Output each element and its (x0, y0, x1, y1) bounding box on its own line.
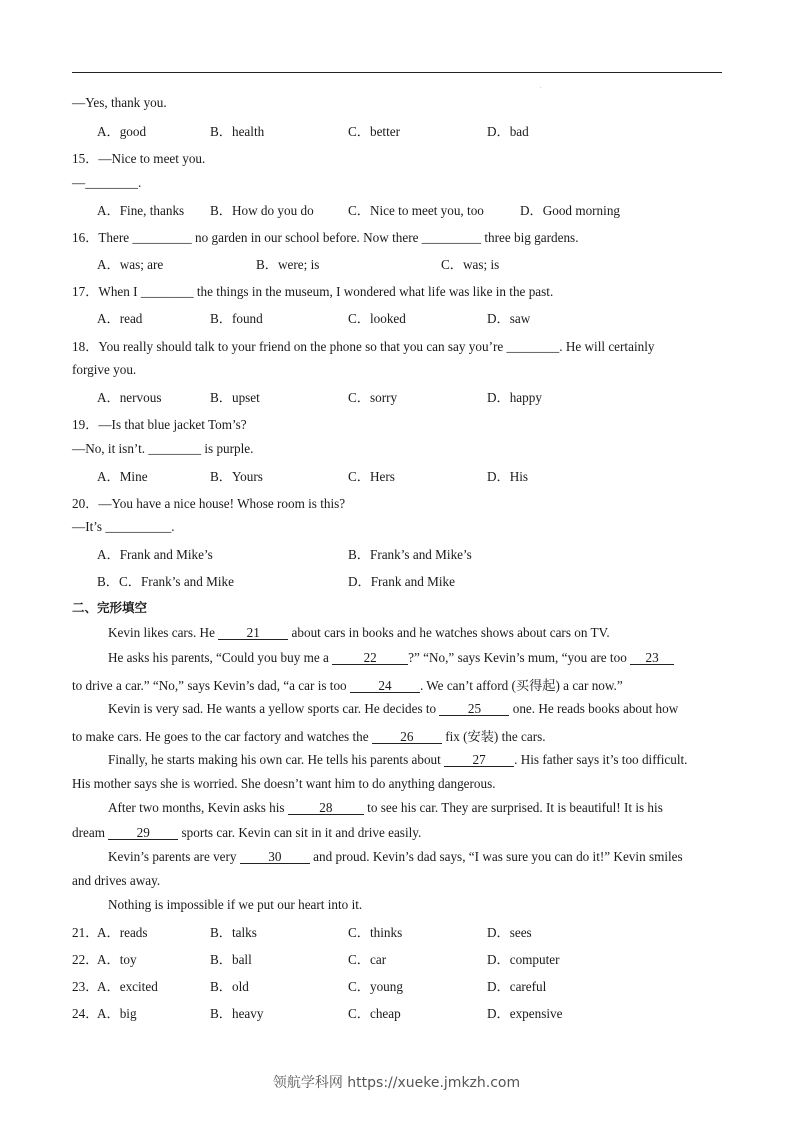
option-c: C．thinks (348, 925, 403, 940)
passage-line (108, 849, 683, 865)
option-c: C．cheap (348, 1006, 401, 1021)
option-c: B．C．Frank’s and Mike (97, 574, 234, 589)
option-d: D．saw (487, 311, 531, 326)
blank-24[interactable]: 24 (350, 679, 420, 693)
option-b: B．How do you do (210, 203, 314, 218)
passage-text: . His father says it’s too difficult. (514, 752, 688, 767)
blank-25[interactable]: 25 (439, 702, 509, 716)
option-b: B．upset (210, 390, 260, 405)
passage-text: one. He reads books about how (509, 701, 679, 716)
passage-line: Nothing is impossible if we put our heart into it. (108, 897, 363, 912)
blank-21[interactable]: 21 (218, 626, 288, 640)
option-a: A．excited (97, 979, 158, 994)
blank-28[interactable]: 28 (288, 801, 364, 815)
passage-text: He asks his parents, “Could you buy me a (108, 650, 333, 665)
option-c: C．Hers (348, 469, 395, 484)
passage-text: to make cars. He goes to the car factory and watches the (72, 729, 372, 744)
option-d: D．His (487, 469, 529, 484)
passage-line (108, 752, 687, 768)
option-a: A．nervous (97, 390, 162, 405)
option-b: B．talks (210, 925, 257, 940)
option-b: B．Yours (210, 469, 263, 484)
question-20-reply: —It’s __________. (72, 519, 175, 534)
passage-text: ?” “No,” says Kevin’s mum, “you are too (408, 650, 631, 665)
blank-23[interactable]: 23 (630, 651, 674, 665)
option-c: C．better (348, 124, 401, 139)
passage-line (108, 625, 610, 641)
option-d: D．careful (487, 979, 547, 994)
option-c: C．looked (348, 311, 406, 326)
passage-line (72, 675, 623, 694)
option-b: B．health (210, 124, 265, 139)
option-a: A．toy (97, 952, 137, 967)
option-c: C．young (348, 979, 403, 994)
passage-text: dream (72, 825, 109, 840)
passage-line (72, 726, 546, 745)
option-d: D．sees (487, 925, 532, 940)
cloze-number: 24． (72, 1006, 99, 1021)
passage-line (108, 650, 674, 666)
option-a: A．was; are (97, 257, 164, 272)
blank-30[interactable]: 30 (240, 850, 310, 864)
passage-text: Kevin’s parents are very (108, 849, 240, 864)
question-16: 16．There _________ no garden in our school before. Now there _________ three big gardens. (72, 230, 579, 245)
blank-22[interactable]: 22 (332, 651, 408, 665)
footer-watermark: 领航学科网 https://xueke.jmkzh.com (272, 1075, 521, 1091)
question-15-reply: —________. (72, 175, 142, 190)
passage-line: His mother says she is worried. She doesn’t want him to do anything dangerous. (72, 776, 496, 791)
blank-29[interactable]: 29 (108, 826, 178, 840)
passage-text: Kevin is very sad. He wants a yellow sports car. He decides to (108, 701, 440, 716)
passage-text: to drive a car.” “No,” says Kevin’s dad, “a car is too (72, 678, 350, 693)
option-d: D．Frank and Mike (348, 574, 455, 589)
option-d: D．happy (487, 390, 542, 405)
option-a: A．reads (97, 925, 148, 940)
passage-text: and proud. Kevin’s dad says, “I was sure you can do it!” Kevin smiles (309, 849, 683, 864)
option-d: D．Good morning (520, 203, 621, 218)
passage-text: Finally, he starts making his own car. He tells his parents about (108, 752, 445, 767)
option-b: B．found (210, 311, 263, 326)
option-b: B．ball (210, 952, 252, 967)
header-rule (72, 72, 722, 73)
passage-text: about cars in books and he watches shows about cars on TV. (288, 625, 610, 640)
option-a: A．big (97, 1006, 137, 1021)
passage-text: After two months, Kevin asks his (108, 800, 288, 815)
question-18: 18．You really should talk to your friend on the phone so that you can say you’re ________. He will certainly (72, 339, 655, 354)
option-a: A．Mine (97, 469, 148, 484)
passage-text: to see his car. They are surprised. It is beautiful! It is his (363, 800, 663, 815)
passage-line (72, 825, 421, 841)
option-d: D．expensive (487, 1006, 563, 1021)
blank-26[interactable]: 26 (372, 730, 442, 744)
option-a: A．Frank and Mike’s (97, 547, 213, 562)
passage-text: . We can’t afford (买得起) a car now.” (419, 678, 623, 693)
header-dot: . (540, 84, 542, 90)
option-d: D．computer (487, 952, 560, 967)
option-a: A．Fine, thanks (97, 203, 185, 218)
option-b: B．old (210, 979, 249, 994)
option-a: A．good (97, 124, 147, 139)
passage-text: fix (安装) the cars. (441, 729, 546, 744)
cloze-number: 23． (72, 979, 99, 994)
passage-text: Kevin likes cars. He (108, 625, 219, 640)
option-a: A．read (97, 311, 143, 326)
option-c: C．sorry (348, 390, 398, 405)
option-c: C．was; is (441, 257, 500, 272)
answer-line: —Yes, thank you. (72, 95, 167, 110)
question-17: 17．When I ________ the things in the museum, I wondered what life was like in the past. (72, 284, 554, 299)
passage-line (108, 701, 678, 717)
question-18-cont: forgive you. (72, 362, 137, 377)
question-19: 19．—Is that blue jacket Tom’s? (72, 417, 247, 432)
passage-line: and drives away. (72, 873, 161, 888)
question-15: 15．—Nice to meet you. (72, 151, 206, 166)
section-title: 二、完形填空 (72, 600, 148, 615)
question-19-reply: —No, it isn’t. ________ is purple. (72, 441, 254, 456)
option-c: C．car (348, 952, 387, 967)
option-b: B．were; is (256, 257, 320, 272)
option-b: B．Frank’s and Mike’s (348, 547, 472, 562)
passage-line (108, 800, 663, 816)
option-c: C．Nice to meet you, too (348, 203, 484, 218)
option-b: B．heavy (210, 1006, 264, 1021)
cloze-number: 22． (72, 952, 99, 967)
option-d: D．bad (487, 124, 529, 139)
passage-text: sports car. Kevin can sit in it and drive easily. (178, 825, 422, 840)
blank-27[interactable]: 27 (444, 753, 514, 767)
question-20: 20．—You have a nice house! Whose room is this? (72, 496, 346, 511)
cloze-number: 21． (72, 925, 99, 940)
